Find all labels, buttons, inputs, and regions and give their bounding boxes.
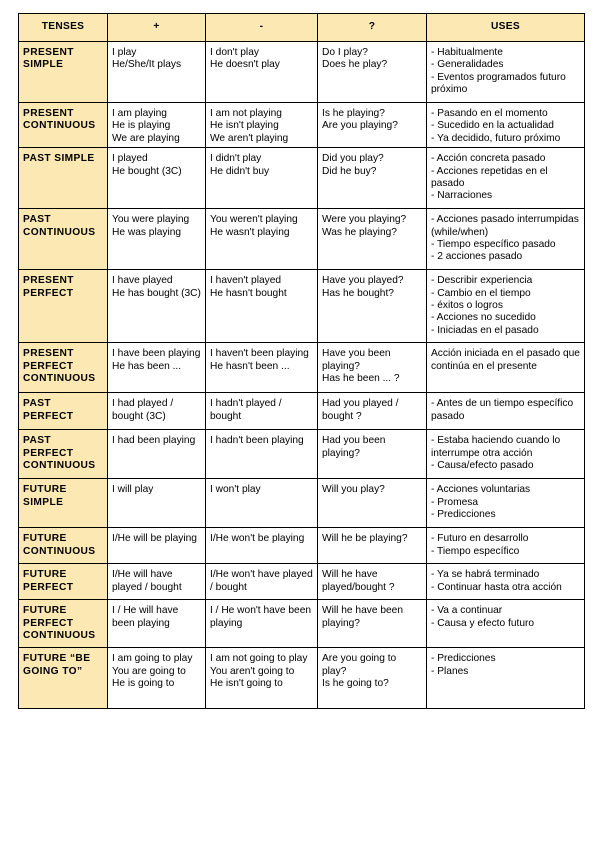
question-line: Had you played / bought ? bbox=[322, 398, 399, 422]
tense-cell bbox=[19, 270, 108, 343]
uses-cell bbox=[427, 270, 585, 343]
positive-cell bbox=[108, 270, 206, 343]
positive-line: He bought (3C) bbox=[112, 165, 182, 177]
uses-line: - Sucedido en la actualidad bbox=[431, 120, 554, 132]
tense-line: FUTURE bbox=[23, 484, 67, 496]
positive-line: I/He will be playing bbox=[112, 533, 197, 545]
question-cell bbox=[318, 430, 427, 479]
positive-line: He was playing bbox=[112, 226, 182, 238]
negative-cell bbox=[206, 479, 318, 528]
uses-cell bbox=[427, 209, 585, 270]
header-negative: - bbox=[206, 14, 318, 42]
question-cell bbox=[318, 479, 427, 528]
uses-line: - Acción concreta pasado bbox=[431, 153, 546, 165]
uses-line: - Cambio en el tiempo bbox=[431, 287, 531, 299]
negative-line: He isn't going to bbox=[210, 678, 283, 690]
uses-cell bbox=[427, 528, 585, 564]
tense-line: PERFECT bbox=[23, 287, 74, 299]
uses-line: - Acciones repetidas en el pasado bbox=[431, 165, 548, 190]
positive-line: I had played / bought (3C) bbox=[112, 398, 174, 422]
negative-line: I hadn't been playing bbox=[210, 435, 304, 447]
negative-line: He hasn't bought bbox=[210, 287, 287, 299]
positive-cell bbox=[108, 103, 206, 148]
positive-line: I play bbox=[112, 47, 137, 58]
uses-line: - Causa y efecto futuro bbox=[431, 617, 535, 629]
negative-cell bbox=[206, 430, 318, 479]
tense-line: PAST bbox=[23, 398, 52, 410]
negative-line: He isn't playing bbox=[210, 120, 279, 132]
tense-line: FUTURE bbox=[23, 533, 67, 545]
uses-line: - Predicciones bbox=[431, 653, 496, 665]
table-row bbox=[19, 209, 585, 270]
question-line: Did he buy? bbox=[322, 165, 377, 177]
uses-line: - Generalidades bbox=[431, 59, 504, 71]
question-line: Will he have played/bought ? bbox=[322, 569, 395, 593]
negative-line: I don't play bbox=[210, 47, 259, 58]
negative-line: I am not playing bbox=[210, 108, 282, 119]
header-tenses: TENSES bbox=[19, 14, 108, 42]
positive-cell bbox=[108, 42, 206, 103]
table-row bbox=[19, 343, 585, 393]
table-row bbox=[19, 103, 585, 148]
tense-cell bbox=[19, 600, 108, 648]
question-line: Will he be playing? bbox=[322, 533, 408, 545]
tense-line: PERFECT bbox=[23, 581, 74, 593]
uses-line: - Acciones voluntarias bbox=[431, 484, 531, 496]
tense-line: PRESENT bbox=[23, 47, 74, 58]
uses-line: - 2 acciones pasado bbox=[431, 251, 523, 263]
positive-cell bbox=[108, 600, 206, 648]
uses-line: - Promesa bbox=[431, 496, 478, 508]
uses-line: - Estaba haciendo cuando lo interrumpe otra acción bbox=[431, 435, 561, 459]
question-line: Was he playing? bbox=[322, 226, 397, 238]
negative-line: You weren't playing bbox=[210, 214, 298, 226]
question-line: Will you play? bbox=[322, 484, 385, 496]
positive-line: I will play bbox=[112, 484, 154, 496]
uses-cell bbox=[427, 648, 585, 709]
tense-line: GOING TO” bbox=[23, 665, 83, 677]
uses-line: - éxitos o logros bbox=[431, 300, 503, 312]
tense-line: PRESENT bbox=[23, 348, 74, 360]
negative-line: He hasn't been ... bbox=[210, 360, 290, 372]
positive-line: He has been ... bbox=[112, 360, 182, 372]
tense-line: FUTURE bbox=[23, 605, 67, 617]
uses-line: - Ya se habrá terminado bbox=[431, 569, 540, 581]
tense-line: CONTINUOUS bbox=[23, 545, 96, 557]
negative-line: He didn't buy bbox=[210, 165, 270, 177]
uses-line: - Planes bbox=[431, 665, 469, 677]
uses-line: - Iniciadas en el pasado bbox=[431, 324, 539, 336]
positive-cell bbox=[108, 209, 206, 270]
question-line: Do I play? bbox=[322, 47, 368, 58]
tense-line: SIMPLE bbox=[23, 496, 64, 508]
positive-line: I played bbox=[112, 153, 148, 165]
positive-line: I/He will have played / bought bbox=[112, 569, 182, 593]
tenses-table bbox=[18, 13, 585, 709]
tense-cell bbox=[19, 42, 108, 103]
negative-cell bbox=[206, 528, 318, 564]
uses-cell bbox=[427, 148, 585, 209]
uses-line: - Continuar hasta otra acción bbox=[431, 581, 562, 593]
table-row bbox=[19, 648, 585, 709]
question-line: Has he been ... ? bbox=[322, 373, 400, 385]
positive-line: I had been playing bbox=[112, 435, 196, 447]
negative-line: He doesn't play bbox=[210, 59, 280, 71]
negative-cell bbox=[206, 393, 318, 430]
tense-line: FUTURE “BE bbox=[23, 653, 91, 665]
question-line: Have you been playing? bbox=[322, 348, 391, 372]
negative-cell bbox=[206, 42, 318, 103]
tense-line: FUTURE bbox=[23, 569, 67, 581]
uses-line: - Describir experiencia bbox=[431, 275, 533, 287]
tense-cell bbox=[19, 103, 108, 148]
question-cell bbox=[318, 564, 427, 600]
positive-cell bbox=[108, 343, 206, 393]
table-row bbox=[19, 148, 585, 209]
header-question: ? bbox=[318, 14, 427, 42]
question-cell bbox=[318, 209, 427, 270]
uses-line: - Acciones no sucedido bbox=[431, 312, 536, 324]
question-cell bbox=[318, 528, 427, 564]
tense-line: CONTINUOUS bbox=[23, 120, 96, 132]
tense-line: PERFECT bbox=[23, 410, 74, 422]
tense-line: PRESENT bbox=[23, 108, 74, 119]
positive-cell bbox=[108, 148, 206, 209]
tense-line: CONTINUOUS bbox=[23, 373, 96, 385]
uses-line: - Ya decidido, futuro próximo bbox=[431, 132, 561, 144]
question-cell bbox=[318, 343, 427, 393]
tense-line: PERFECT bbox=[23, 447, 74, 459]
header-positive: + bbox=[108, 14, 206, 42]
table-row bbox=[19, 528, 585, 564]
tense-cell bbox=[19, 393, 108, 430]
tense-cell bbox=[19, 148, 108, 209]
tense-cell bbox=[19, 564, 108, 600]
question-line: Is he going to? bbox=[322, 678, 389, 690]
uses-line: - Futuro en desarrollo bbox=[431, 533, 529, 545]
negative-line: I won't play bbox=[210, 484, 261, 496]
tense-cell bbox=[19, 479, 108, 528]
uses-line: - Va a continuar bbox=[431, 605, 503, 617]
uses-cell bbox=[427, 430, 585, 479]
negative-line: I haven't been playing bbox=[210, 348, 309, 360]
question-line: Were you playing? bbox=[322, 214, 407, 226]
table-row bbox=[19, 479, 585, 528]
positive-line: He has bought (3C) bbox=[112, 287, 201, 299]
tense-line: PERFECT bbox=[23, 617, 74, 629]
positive-cell bbox=[108, 528, 206, 564]
question-line: Are you going to play? bbox=[322, 653, 397, 677]
positive-cell bbox=[108, 479, 206, 528]
header-row bbox=[19, 14, 585, 42]
question-line: Has he bought? bbox=[322, 287, 394, 299]
question-line: Had you been playing? bbox=[322, 435, 386, 459]
positive-line: You were playing bbox=[112, 214, 190, 226]
question-cell bbox=[318, 42, 427, 103]
uses-line: - Eventos programados futuro próximo bbox=[431, 71, 566, 96]
uses-line: - Causa/efecto pasado bbox=[431, 460, 534, 472]
question-cell bbox=[318, 148, 427, 209]
question-line: Did you play? bbox=[322, 153, 384, 165]
positive-line: We are playing bbox=[112, 132, 180, 144]
tense-line: CONTINUOUS bbox=[23, 630, 96, 642]
table-row bbox=[19, 42, 585, 103]
question-line: Are you playing? bbox=[322, 120, 398, 132]
tense-line: PRESENT bbox=[23, 275, 74, 287]
tense-cell bbox=[19, 430, 108, 479]
positive-cell bbox=[108, 430, 206, 479]
tense-cell bbox=[19, 209, 108, 270]
tense-line: CONTINUOUS bbox=[23, 226, 96, 238]
positive-line: I have played bbox=[112, 275, 173, 287]
tense-cell bbox=[19, 648, 108, 709]
table-row bbox=[19, 393, 585, 430]
negative-line: I haven't played bbox=[210, 275, 282, 287]
positive-cell bbox=[108, 648, 206, 709]
uses-cell bbox=[427, 343, 585, 393]
negative-line: I didn't play bbox=[210, 153, 262, 165]
question-cell bbox=[318, 393, 427, 430]
question-line: Will he have been playing? bbox=[322, 605, 403, 629]
uses-line: Acción iniciada en el pasado que continúa en el presente bbox=[431, 348, 580, 372]
question-cell bbox=[318, 103, 427, 148]
positive-line: I / He will have been playing bbox=[112, 605, 179, 629]
table-row bbox=[19, 600, 585, 648]
positive-line: I am playing bbox=[112, 108, 167, 119]
uses-cell bbox=[427, 600, 585, 648]
tense-line: PERFECT bbox=[23, 360, 74, 372]
table-row bbox=[19, 430, 585, 479]
negative-cell bbox=[206, 209, 318, 270]
positive-line: He is going to bbox=[112, 678, 175, 690]
negative-line: I / He won't have been playing bbox=[210, 605, 312, 629]
positive-line: You are going to bbox=[112, 665, 186, 677]
negative-cell bbox=[206, 270, 318, 343]
question-line: Have you played? bbox=[322, 275, 404, 287]
table-row bbox=[19, 270, 585, 343]
positive-line: He/She/It plays bbox=[112, 59, 182, 71]
table-row bbox=[19, 564, 585, 600]
uses-line: - Habitualmente bbox=[431, 47, 503, 58]
positive-line: I have been playing bbox=[112, 348, 201, 360]
negative-line: We aren't playing bbox=[210, 132, 289, 144]
positive-cell bbox=[108, 393, 206, 430]
uses-line: - Tiempo específico bbox=[431, 545, 520, 557]
negative-cell bbox=[206, 564, 318, 600]
uses-cell bbox=[427, 564, 585, 600]
uses-line: - Acciones pasado interrumpidas (while/when) bbox=[431, 214, 579, 238]
positive-line: He is playing bbox=[112, 120, 171, 132]
negative-line: I/He won't be playing bbox=[210, 533, 305, 545]
tense-line: SIMPLE bbox=[23, 59, 64, 71]
tense-cell bbox=[19, 343, 108, 393]
negative-line: He wasn't playing bbox=[210, 226, 290, 238]
uses-line: - Antes de un tiempo específico pasado bbox=[431, 398, 574, 422]
tense-line: PAST bbox=[23, 435, 52, 447]
header-uses: USES bbox=[427, 14, 585, 42]
negative-cell bbox=[206, 148, 318, 209]
negative-line: I am not going to play bbox=[210, 653, 308, 665]
uses-line: - Narraciones bbox=[431, 190, 493, 202]
negative-line: I/He won't have played / bought bbox=[210, 569, 313, 593]
positive-cell bbox=[108, 564, 206, 600]
tense-line: PAST SIMPLE bbox=[23, 153, 95, 165]
uses-cell bbox=[427, 393, 585, 430]
negative-line: You aren't going to bbox=[210, 665, 295, 677]
tense-cell bbox=[19, 528, 108, 564]
uses-line: - Predicciones bbox=[431, 509, 496, 521]
uses-cell bbox=[427, 42, 585, 103]
question-cell bbox=[318, 600, 427, 648]
question-cell bbox=[318, 270, 427, 343]
question-cell bbox=[318, 648, 427, 709]
uses-line: - Tiempo específico pasado bbox=[431, 239, 556, 251]
negative-line: I hadn't played / bought bbox=[210, 398, 282, 422]
negative-cell bbox=[206, 600, 318, 648]
positive-line: I am going to play bbox=[112, 653, 193, 665]
negative-cell bbox=[206, 648, 318, 709]
question-line: Is he playing? bbox=[322, 108, 385, 119]
tense-line: CONTINUOUS bbox=[23, 460, 96, 472]
tense-line: PAST bbox=[23, 214, 52, 226]
negative-cell bbox=[206, 103, 318, 148]
question-line: Does he play? bbox=[322, 59, 388, 71]
negative-cell bbox=[206, 343, 318, 393]
uses-cell bbox=[427, 103, 585, 148]
uses-line: - Pasando en el momento bbox=[431, 108, 548, 119]
uses-cell bbox=[427, 479, 585, 528]
